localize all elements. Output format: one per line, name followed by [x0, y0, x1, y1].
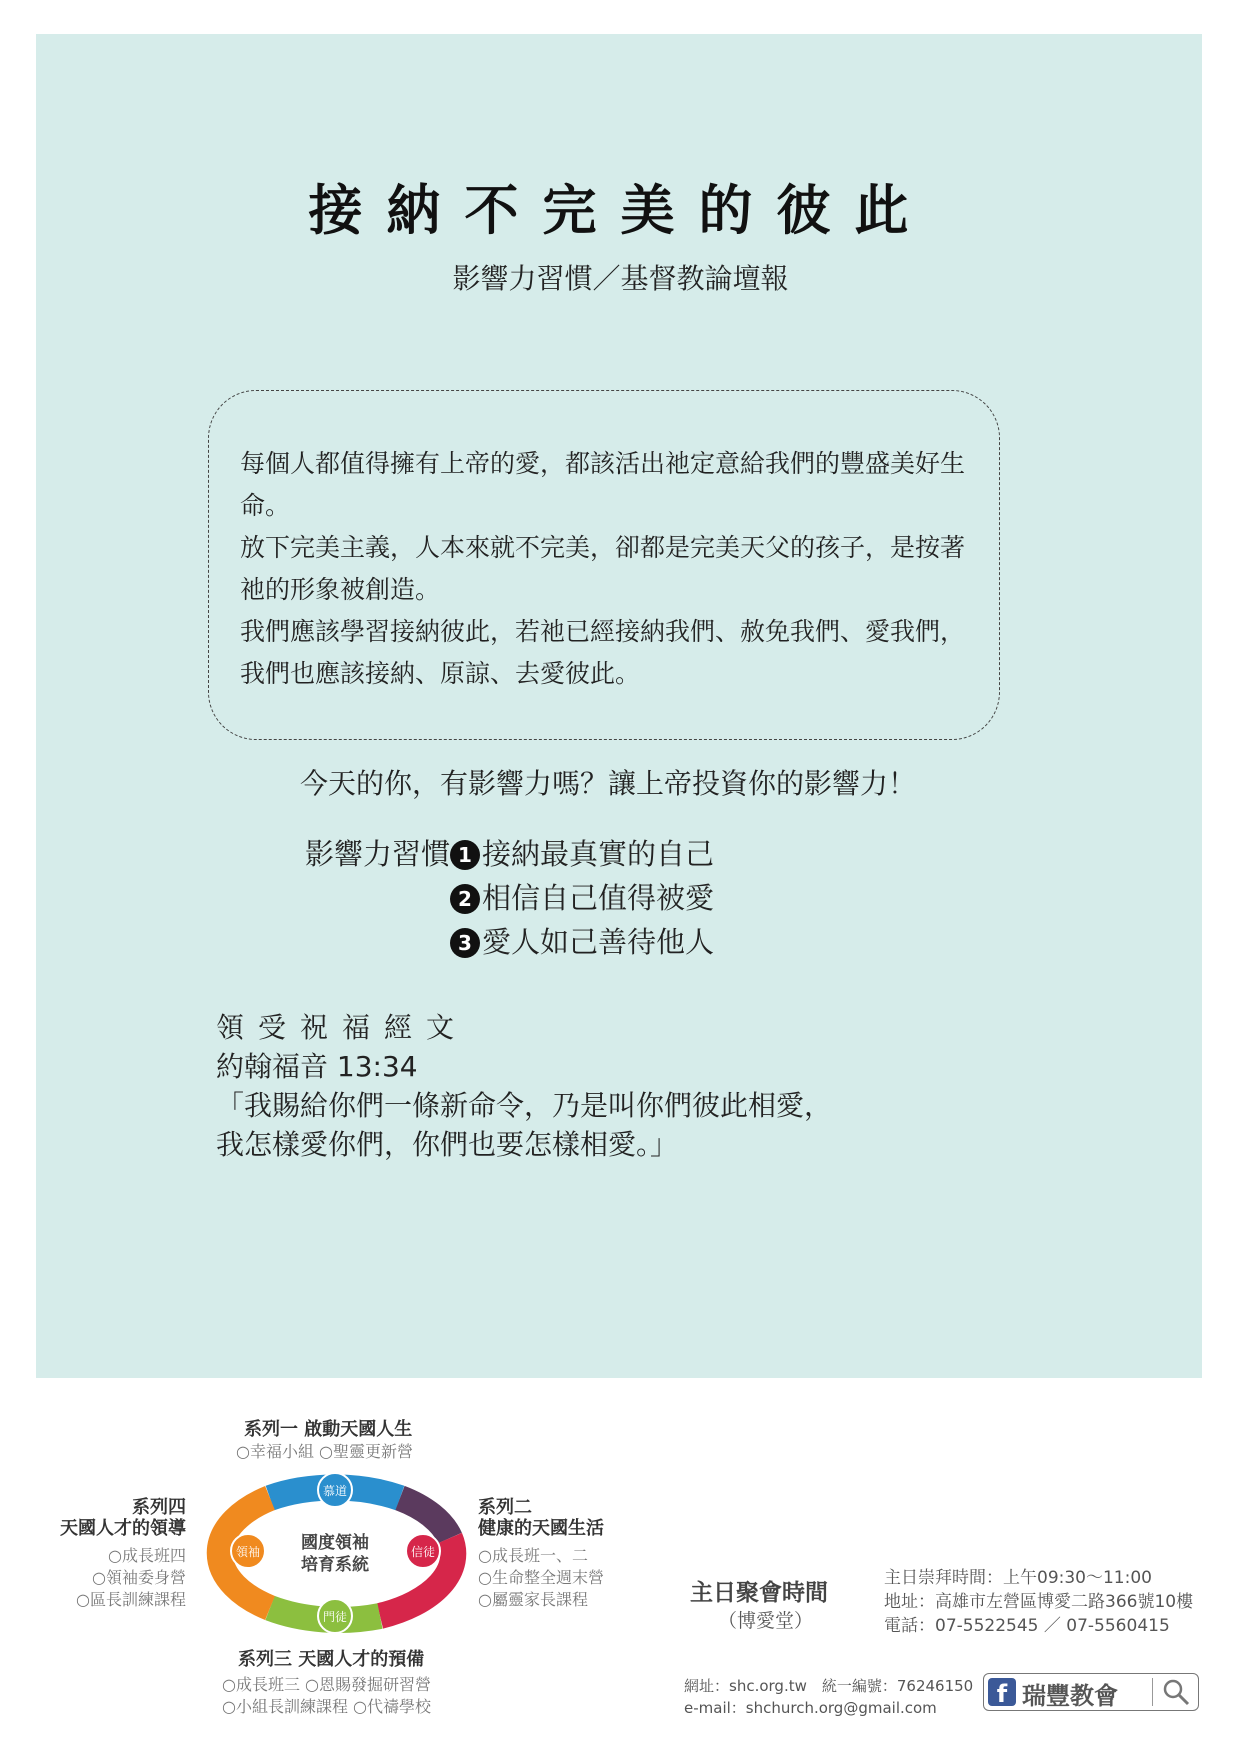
series2-item: ○生命整全週末營 — [478, 1568, 604, 1587]
habits-label: 影響力習慣 — [305, 837, 451, 871]
series4-subtitle: 天國人才的領導 — [60, 1518, 186, 1539]
scripture-line: 「我賜給你們一條新命令，乃是叫你們彼此相愛， — [216, 1089, 833, 1122]
church-website: 網址：shc.org.tw 統一編號：76246150 — [684, 1677, 974, 1695]
scripture-line: 我怎樣愛你們，你們也要怎樣相愛。」 — [216, 1128, 679, 1161]
number-badge: 3 — [450, 928, 480, 958]
series4-item: ○成長班四 — [108, 1546, 186, 1565]
church-address: 地址：高雄市左營區博愛二路366號10樓 — [884, 1592, 1194, 1612]
service-time-title: 主日聚會時間 — [690, 1580, 828, 1606]
series4-item: ○區長訓練課程 — [76, 1590, 186, 1609]
habit-text: 接納最真實的自己 — [482, 837, 715, 871]
series4-item: ○領袖委身營 — [92, 1568, 186, 1587]
facebook-icon: f — [988, 1678, 1016, 1706]
node-label: 門徒 — [322, 1610, 348, 1624]
quote-paragraph: 放下完美主義，人本來就不完美，卻都是完美天父的孩子，是按著祂的形象被創造。 — [240, 533, 966, 604]
influence-prompt: 今天的你，有影響力嗎？讓上帝投資你的影響力！ — [300, 767, 917, 800]
series4-title: 系列四 — [132, 1497, 186, 1518]
node-label: 領袖 — [235, 1545, 261, 1559]
quote-paragraph: 每個人都值得擁有上帝的愛，都該活出祂定意給我們的豐盛美好生命。 — [240, 449, 966, 520]
series3-title: 系列三 天國人才的預備 — [238, 1649, 425, 1670]
series1-title: 系列一 啟動天國人生 — [244, 1419, 413, 1440]
leadership-cycle-diagram — [200, 1468, 470, 1634]
series2-title: 系列二 — [478, 1497, 532, 1518]
series2-item: ○成長班一、二 — [478, 1546, 588, 1565]
scripture-heading: 領受祝福經文 — [216, 1011, 469, 1044]
habit-item — [450, 922, 714, 962]
habit-item — [305, 834, 714, 874]
church-phone: 電話：07-5522545 ／ 07-5560415 — [884, 1616, 1170, 1636]
scripture-reference: 約翰福音 13:34 — [216, 1050, 418, 1083]
service-location: （博愛堂） — [718, 1610, 814, 1632]
series2-subtitle: 健康的天國生活 — [478, 1518, 604, 1539]
scripture-block — [216, 1008, 832, 1164]
cycle-arc-purple — [400, 1498, 450, 1538]
facebook-page-name: 瑞豐教會 — [1022, 1682, 1118, 1710]
number-badge: 2 — [450, 884, 480, 914]
habit-item — [450, 878, 714, 918]
worship-time: 主日崇拜時間：上午09:30～11:00 — [884, 1568, 1152, 1588]
node-label: 慕道 — [322, 1484, 348, 1498]
node-label: 信徒 — [410, 1545, 436, 1559]
search-icon[interactable] — [1162, 1678, 1190, 1706]
diagram-center-label: 培育系統 — [301, 1555, 369, 1575]
church-email: e-mail：shchurch.org@gmail.com — [684, 1699, 937, 1717]
habit-text: 相信自己值得被愛 — [482, 881, 715, 915]
quote-text — [240, 443, 980, 695]
series2-item: ○屬靈家長課程 — [478, 1590, 588, 1609]
series3-items: ○小組長訓練課程 ○代禱學校 — [222, 1697, 432, 1716]
diagram-center-label: 國度領袖 — [301, 1533, 369, 1553]
series3-items: ○成長班三 ○恩賜發掘研習營 — [222, 1675, 432, 1694]
quote-paragraph: 我們應該學習接納彼此，若祂已經接納我們、赦免我們、愛我們，我們也應該接納、原諒、去愛彼此。 — [240, 617, 966, 688]
divider — [1152, 1678, 1153, 1706]
page-subtitle: 影響力習慣／基督教論壇報 — [452, 262, 789, 295]
number-badge: 1 — [450, 840, 480, 870]
facebook-search-box[interactable] — [983, 1673, 1199, 1711]
series1-items: ○幸福小組 ○聖靈更新營 — [236, 1442, 414, 1461]
page-title: 接納不完美的彼此 — [308, 179, 933, 242]
habit-text: 愛人如己善待他人 — [482, 925, 715, 959]
